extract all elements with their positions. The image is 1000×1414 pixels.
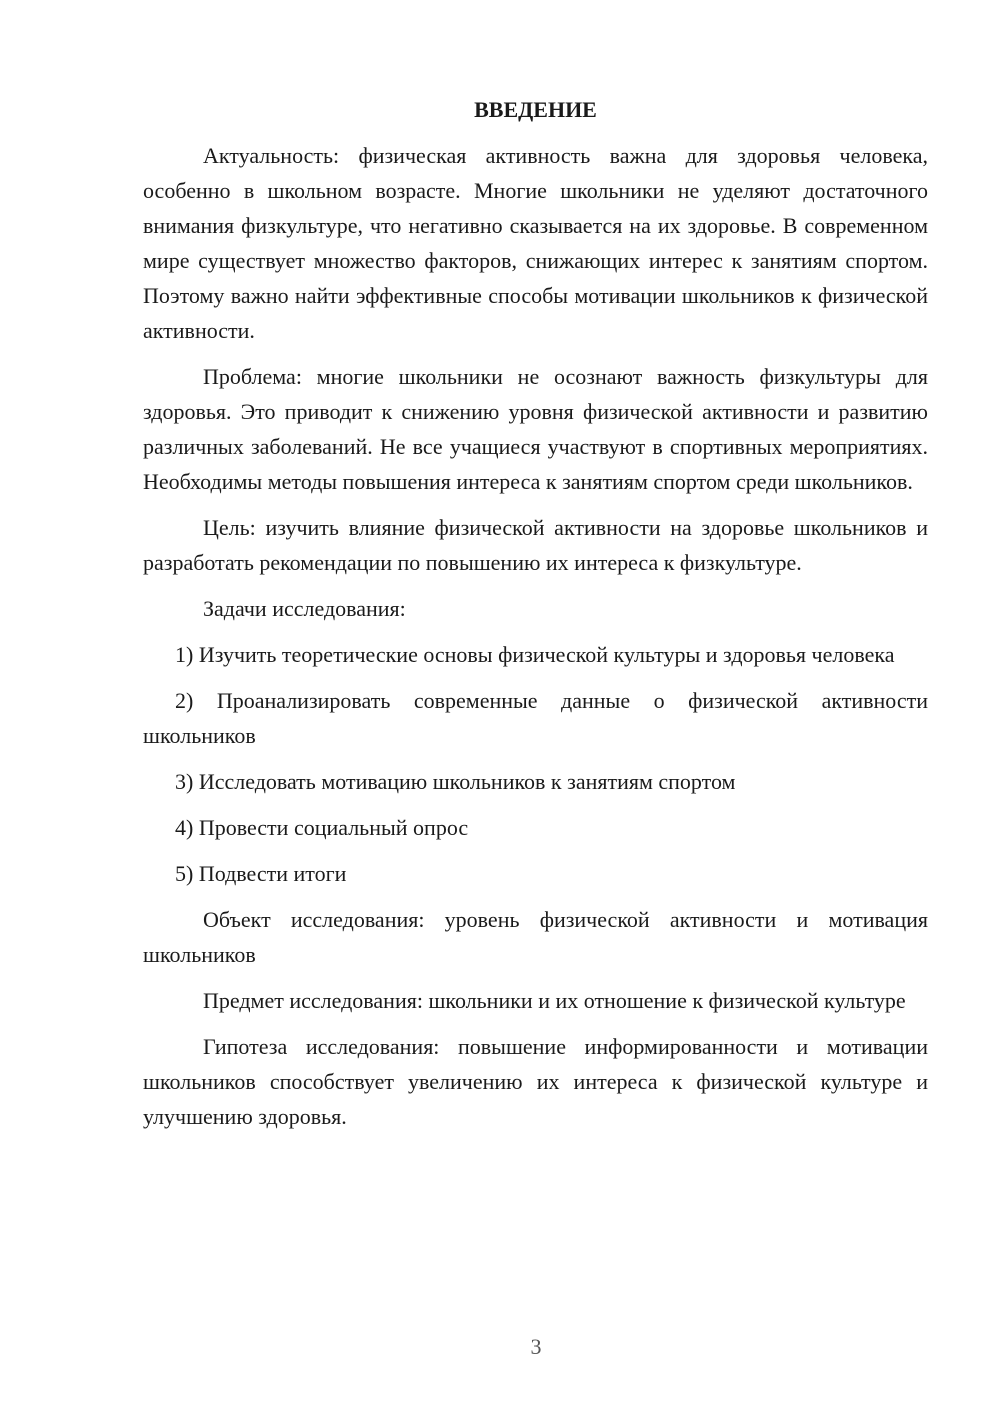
task-item: 2) Проанализировать современные данные о физической активности школьников <box>143 688 928 748</box>
paragraph-goal: Цель: изучить влияние физической активности на здоровье школьников и разработать рекомендации по повышению их интереса к физкультуре. <box>143 515 928 575</box>
page-number: 3 <box>530 1334 542 1359</box>
paragraph-relevance: Актуальность: физическая активность важна для здоровья человека, особенно в школьном возрасте. Многие школьники не уделяют достаточного внимания физкультуре, что негативно сказывается на их здоровье. В современном мире существует множество факторов, снижающих интерес к занятиям спортом. Поэтому важно найти эффективные способы мотивации школьников к физической активности. <box>143 143 928 343</box>
paragraph-object: Объект исследования: уровень физической активности и мотивация школьников <box>143 907 928 967</box>
paragraph-hypothesis: Гипотеза исследования: повышение информированности и мотивации школьников способствует увеличению их интереса к физической культуре и улучшению здоровья. <box>143 1034 928 1129</box>
task-item: 1) Изучить теоретические основы физической культуры и здоровья человека <box>175 642 895 667</box>
task-item: 4) Провести социальный опрос <box>175 815 469 840</box>
paragraph-subject: Предмет исследования: школьники и их отношение к физической культуре <box>203 988 906 1013</box>
task-item: 5) Подвести итоги <box>175 861 347 886</box>
paragraph-problem: Проблема: многие школьники не осознают важность физкультуры для здоровья. Это приводит к снижению уровня физической активности и развитию различных заболеваний. Не все учащиеся участвуют в спортивных мероприятиях. Необходимы методы повышения интереса к занятиям спортом среди школьников. <box>143 364 928 494</box>
task-item: 3) Исследовать мотивацию школьников к занятиям спортом <box>175 769 736 794</box>
tasks-heading: Задачи исследования: <box>203 596 406 621</box>
document-body <box>143 92 928 1145</box>
page-title: ВВЕДЕНИЕ <box>474 97 597 122</box>
